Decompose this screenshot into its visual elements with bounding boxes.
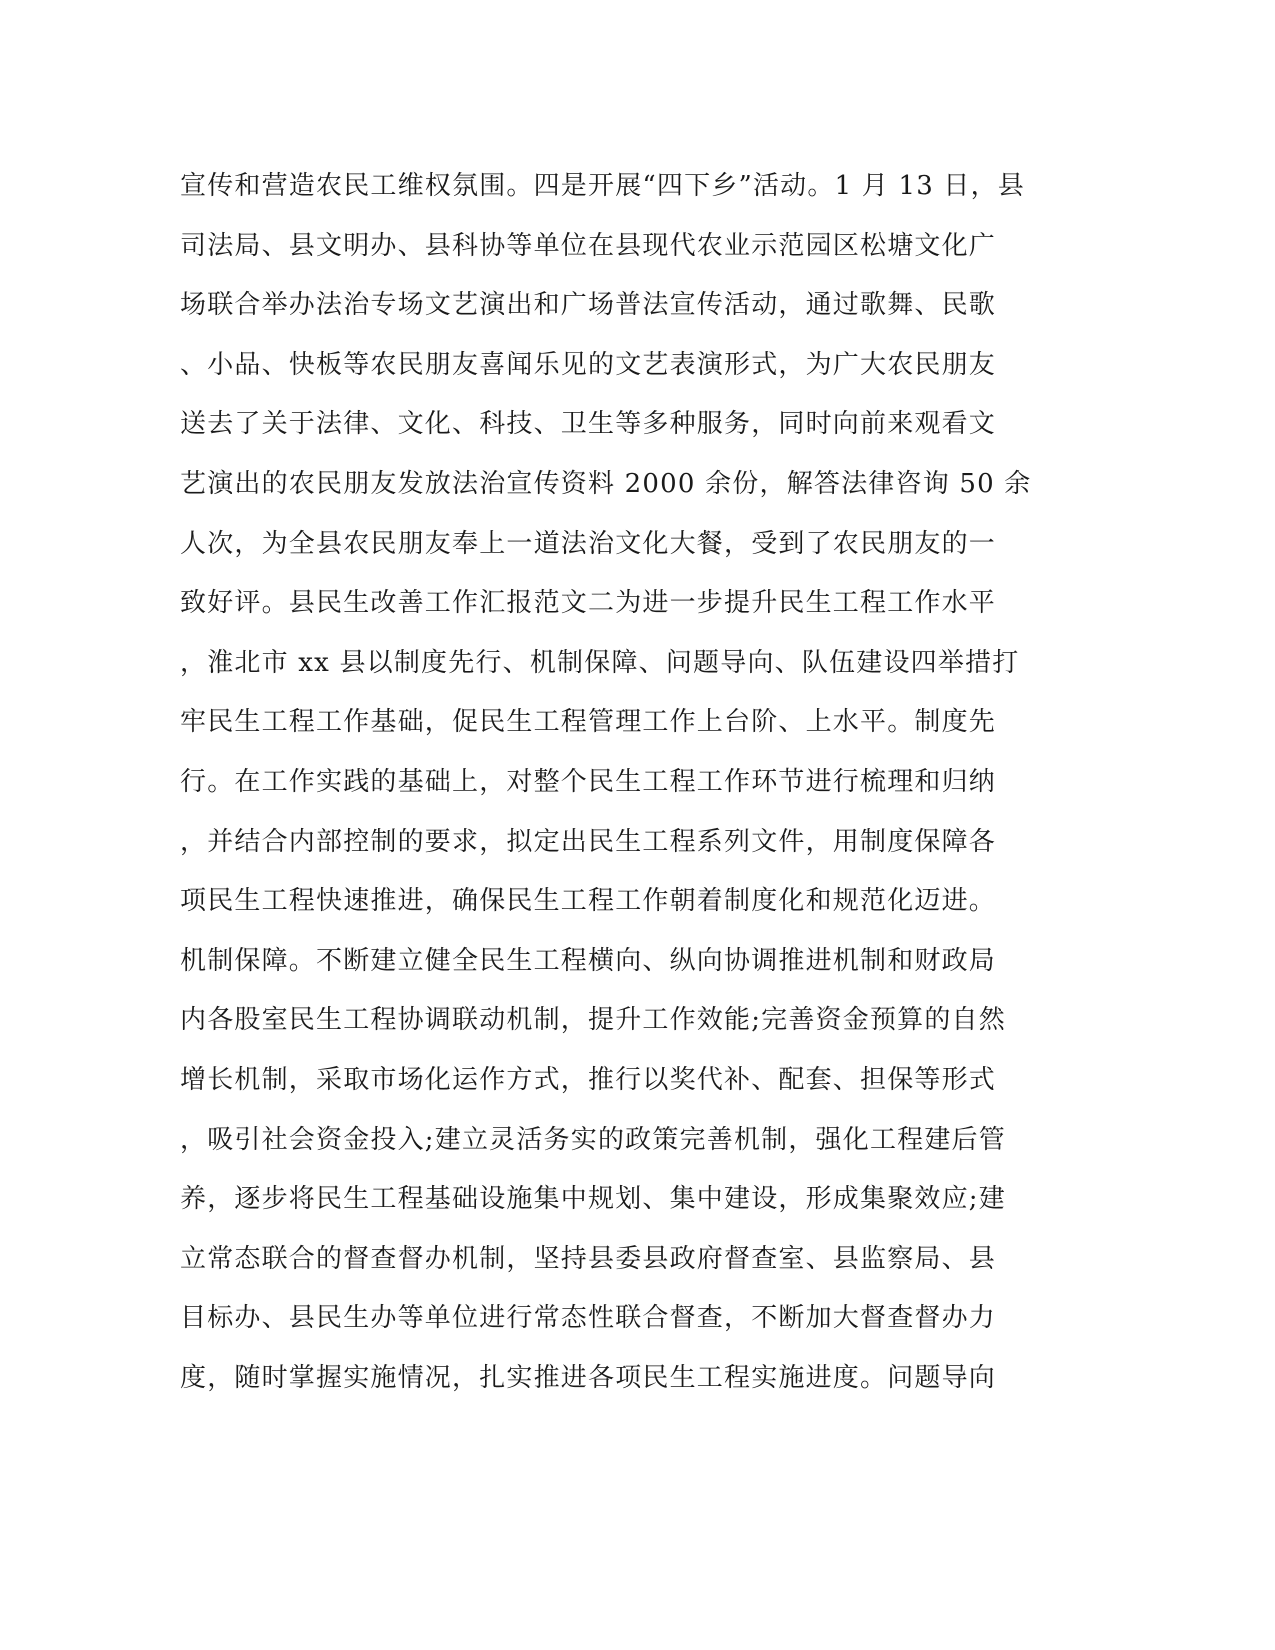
text-line: 送去了关于法律、文化、科技、卫生等多种服务，同时向前来观看文 (180, 409, 997, 440)
text-line: 宣传和营造农民工维权氛围。四是开展“四下乡”活动。1 月 13 日，县 (180, 171, 1026, 201)
body-text (180, 157, 1030, 1408)
text-line: ，淮北市 xx 县以制度先行、机制保障、问题导向、队伍建设四举措打 (180, 647, 1020, 678)
text-line: 艺演出的农民朋友发放法治宣传资料 2000 余份，解答法律咨询 50 余 (180, 468, 1032, 499)
text-line: 致好评。县民生改善工作汇报范文二为进一步提升民生工程工作水平 (180, 588, 997, 619)
text-line: ，并结合内部控制的要求，拟定出民生工程系列文件，用制度保障各 (180, 826, 997, 857)
text-line: 立常态联合的督查督办机制，坚持县委县政府督查室、县监察局、县 (180, 1243, 997, 1274)
text-line: 项民生工程快速推进，确保民生工程工作朝着制度化和规范化迈进。 (180, 886, 997, 917)
text-line: 牢民生工程工作基础，促民生工程管理工作上台阶、上水平。制度先 (180, 707, 997, 738)
text-line: 度，随时掌握实施情况，扎实推进各项民生工程实施进度。问题导向 (180, 1362, 997, 1393)
text-line: 人次，为全县农民朋友奉上一道法治文化大餐，受到了农民朋友的一 (180, 528, 997, 559)
text-line: 场联合举办法治专场文艺演出和广场普法宣传活动，通过歌舞、民歌 (180, 290, 997, 321)
text-line: ，吸引社会资金投入;建立灵活务实的政策完善机制，强化工程建后管 (180, 1124, 1006, 1155)
text-line: 司法局、县文明办、县科协等单位在县现代农业示范园区松塘文化广 (180, 230, 997, 261)
text-line: 机制保障。不断建立健全民生工程横向、纵向协调推进机制和财政局 (180, 945, 997, 976)
text-line: 、小品、快板等农民朋友喜闻乐见的文艺表演形式，为广大农民朋友 (180, 349, 997, 380)
text-line: 养，逐步将民生工程基础设施集中规划、集中建设，形成集聚效应;建 (180, 1184, 1006, 1215)
text-line: 目标办、县民生办等单位进行常态性联合督查，不断加大督查督办力 (180, 1303, 997, 1334)
text-line: 增长机制，采取市场化运作方式，推行以奖代补、配套、担保等形式 (180, 1064, 997, 1095)
text-line: 内各股室民生工程协调联动机制，提升工作效能;完善资金预算的自然 (180, 1005, 1006, 1036)
text-line: 行。在工作实践的基础上，对整个民生工程工作环节进行梳理和归纳 (180, 766, 997, 797)
